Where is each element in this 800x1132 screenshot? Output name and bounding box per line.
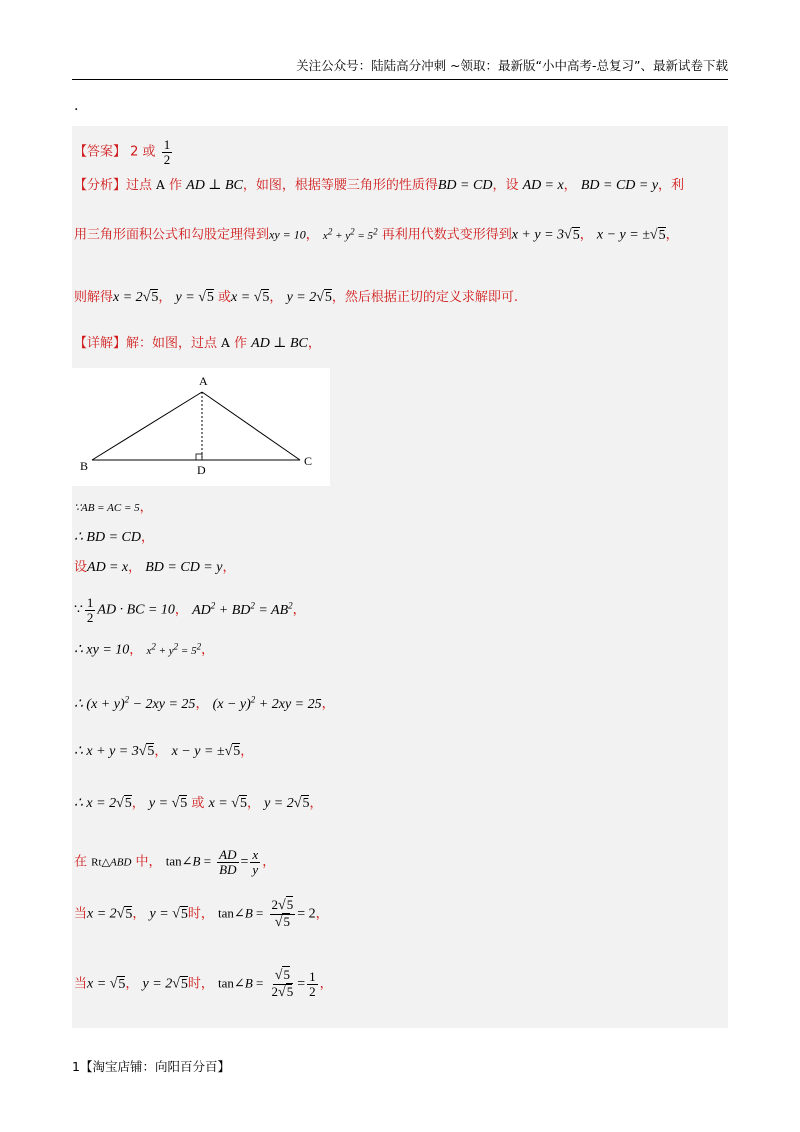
step-3: 设AD = x， BD = CD = y， [74,560,236,575]
detail-text: 作 [233,336,247,351]
analysis-label: 【分析】 [74,178,127,193]
triangle-figure [72,368,330,486]
point-a-label: A [156,178,165,192]
math-expr: AD ⊥ BC [186,178,243,193]
analysis-text: ，利 [658,178,685,193]
analysis-text: 作 [168,178,182,193]
vertex-c-label: C [304,454,313,468]
step-1: ∵AB = AC = 5， [74,500,153,515]
step-2: ∴ BD = CD， [74,530,154,545]
step-10: 当x = 2√5， y = √5时， tan∠B = $\frac{2√5}{√5}$ = 2， [74,897,329,930]
analysis-line-1: 【分析】过点 A 作 AD ⊥ BC，如图，根据等腰三角形的性质得BD = CD，设 AD = x， BD = CD = y，利 [74,178,685,193]
detail-label: 【详解】 [74,336,127,351]
right-angle-mark [196,454,202,460]
step-4: ∵ $\frac{1}{2}$ AD · BC = 10， $AD^2 + BD^2 = AB^2$， [74,595,306,625]
analysis-line-3: 则解得x = 2√5， y = √5 或x = √5， y = 2√5，然后根据正切的定义求解即可. [74,290,519,305]
step-text: 当 [74,976,88,992]
analysis-text: ，然后根据正切的定义求解即可. [331,290,519,305]
analysis-text: 过点 [126,178,153,193]
math-expr: x + y = 3√5 [511,227,580,243]
stray-dot: . [74,98,79,114]
step-5: ∴ xy = 10， $x^2 + y^2 = 5^2$， [74,641,215,658]
math-expr: AD ⊥ BC [251,336,308,351]
step-7: ∴ x + y = 3√5， x − y = ±√5， [74,744,254,759]
triangle-diagram [72,368,330,486]
side-ac [202,392,300,460]
detail-text: 解：如图，过点 [126,336,218,351]
math-expr: x = 2√5 [113,290,159,305]
math-expr: BD = CD [437,178,493,193]
analysis-line-2: 用三角形面积公式和勾股定理得到xy = 10， $x^2 + y^2 = 5^2$ 再利用代数式变形得到x + y = 3√5， x − y = ±√5， [74,226,679,243]
analysis-text: 或 [218,290,232,305]
step-11: 当x = √5， y = 2√5时， tan∠B = $\frac{√5}{2√5}$ = $\frac{1}{2}$ ， [74,967,333,1000]
page-footer: 1【淘宝店铺：向阳百分百】 [72,1059,230,1074]
answer-label: 【答案】 [74,144,127,160]
foot-d-label: D [197,463,206,477]
vertex-b-label: B [80,459,89,473]
answer-fraction: $\frac{1}{2}$ [163,137,171,167]
analysis-text: 用三角形面积公式和勾股定理得到 [74,227,270,243]
math-expr: $x^2 + y^2 = 5^2$ [322,226,378,242]
point-a-label: A [221,336,230,350]
step-text: 中， [135,854,162,870]
solution-panel [72,126,728,1028]
step-text: 时， [187,906,214,922]
step-text: 设 [74,560,88,575]
analysis-text: 则解得 [74,290,114,305]
vertex-a-label: A [199,374,208,388]
answer-value: 2 或 [130,144,156,160]
math-expr: AD [522,178,542,193]
page-header: 关注公众号：陆陆高分冲刺 ~领取：最新版“小中高考-总复习”、最新试卷下载 [72,56,728,80]
math-expr: x − y = ±√5 [596,227,666,243]
step-text: 在 [74,854,88,870]
step-9: 在 Rt△ABD 中， tan∠B = $\frac{AD}{BD}$ = $\frac{x}{y}$ ， [74,847,276,877]
math-expr: xy = 10 [269,227,306,242]
step-text: 当 [74,906,88,922]
step-8: ∴ x = 2√5， y = √5 或 x = √5， y = 2√5， [74,796,323,811]
step-text: 时， [187,976,214,992]
analysis-text: ，设 [492,178,519,193]
side-ab [92,392,202,460]
step-text: 或 [191,796,205,811]
analysis-text: ，如图，根据等腰三角形的性质得 [242,178,438,193]
step-6: ∴ $(x + y)^2 - 2xy = 25$， $(x - y)^2 + 2xy = 25$， [74,694,335,712]
analysis-text: 再利用代数式变形得到 [381,227,512,243]
answer-line [74,138,174,166]
detail-line: 【详解】解：如图，过点 A 作 AD ⊥ BC， [74,336,321,351]
math-expr: BD = CD = y [580,178,659,193]
